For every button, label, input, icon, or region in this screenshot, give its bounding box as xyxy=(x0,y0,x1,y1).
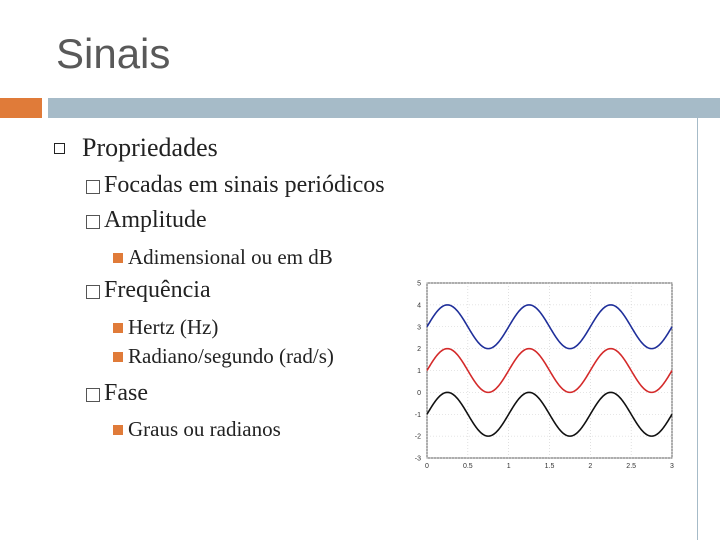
y-tick-label: 2 xyxy=(417,346,421,354)
bullet-fase: Fase xyxy=(104,380,148,406)
slide-title: Sinais xyxy=(56,30,171,77)
bullet-freq-radiano: Radiano/segundo (rad/s) xyxy=(128,344,334,368)
x-tick-label: 1 xyxy=(506,463,511,470)
x-tick-label: 0 xyxy=(425,463,429,470)
x-tick-label: 2 xyxy=(588,463,593,470)
bullet-box-icon xyxy=(86,215,100,229)
bullet-focadas: Focadas em sinais periódicos xyxy=(104,172,385,198)
x-tick-label: 3 xyxy=(670,463,674,470)
y-tick-label: 4 xyxy=(417,302,421,310)
right-divider xyxy=(697,118,698,540)
y-tick-label: 5 xyxy=(417,280,421,288)
x-tick-label: 2.5 xyxy=(626,463,637,470)
y-tick-label: -3 xyxy=(414,455,421,463)
bullet-square-icon xyxy=(113,253,123,263)
bullet-propriedades: Propriedades xyxy=(82,133,218,162)
sine-chart xyxy=(405,275,695,495)
y-tick-label: 3 xyxy=(417,324,421,332)
y-tick-label: 0 xyxy=(417,389,421,397)
bullet-square-icon xyxy=(113,425,123,435)
bullet-freq-hertz: Hertz (Hz) xyxy=(128,315,219,339)
y-tick-label: -2 xyxy=(414,433,421,441)
header-bar xyxy=(48,98,720,118)
bullet-fase-sub: Graus ou radianos xyxy=(128,417,281,441)
bullet-box-icon xyxy=(86,285,100,299)
bullet-box-icon xyxy=(54,143,65,154)
bullet-box-icon xyxy=(86,180,100,194)
y-tick-label: 1 xyxy=(417,368,421,375)
bullet-amplitude: Amplitude xyxy=(104,207,207,233)
x-tick-label: 1.5 xyxy=(544,463,555,470)
bullet-square-icon xyxy=(113,323,123,333)
bullet-frequencia: Frequência xyxy=(104,277,211,303)
x-tick-label: 0.5 xyxy=(462,463,473,470)
bullet-square-icon xyxy=(113,352,123,362)
bullet-amplitude-sub: Adimensional ou em dB xyxy=(128,245,333,269)
accent-bar xyxy=(0,98,42,118)
y-tick-label: -1 xyxy=(414,411,421,419)
bullet-box-icon xyxy=(86,388,100,402)
